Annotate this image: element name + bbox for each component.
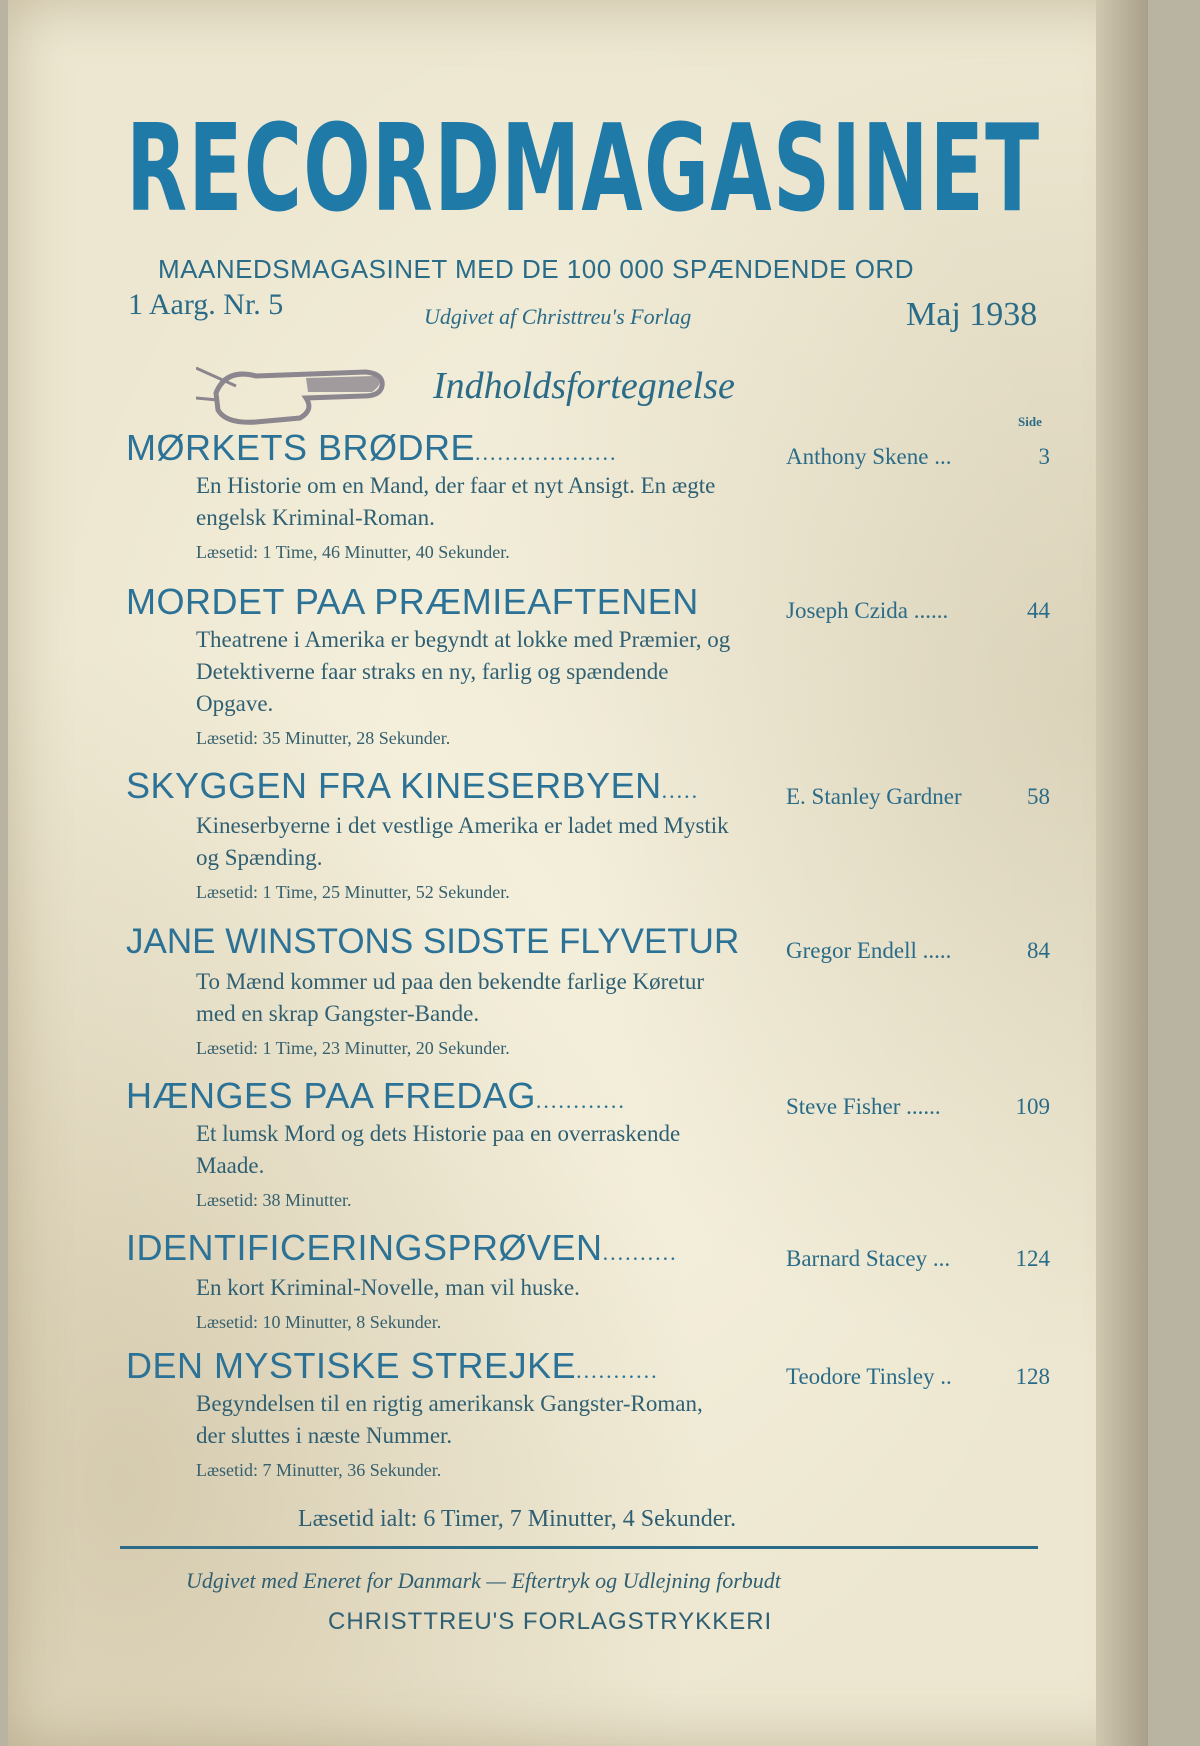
reading-time: Læsetid: 1 Time, 23 Minutter, 20 Sekunder. xyxy=(196,1038,510,1058)
total-reading-time: Læsetid ialt: 6 Timer, 7 Minutter, 4 Sekunder. xyxy=(298,1506,737,1532)
toc-heading: Indholdsfortegnelse xyxy=(433,365,735,407)
story-description: En Historie om en Mand, der faar et nyt Ansigt. En ægte engelsk Kriminal-Roman. xyxy=(196,473,716,530)
leader-dots: ................... xyxy=(475,440,618,465)
issue-date: Maj 1938 xyxy=(906,296,1038,333)
author-line: E. Stanley Gardner 58 xyxy=(786,782,1050,812)
rights-notice: Udgivet med Eneret for Danmark — Eftertryk og Udlejning forbudt xyxy=(186,1568,781,1593)
story-title: JANE WINSTONS SIDSTE FLYVETUR xyxy=(126,922,740,961)
reading-time: Læsetid: 10 Minutter, 8 Sekunder. xyxy=(196,1312,442,1332)
author-line: Anthony Skene ... 3 xyxy=(786,442,1050,472)
page-spine xyxy=(1096,0,1148,1746)
story-title: DEN MYSTISKE STREJKE........... xyxy=(126,1345,659,1386)
story-title: IDENTIFICERINGSPRØVEN.......... xyxy=(126,1227,678,1268)
story-description: Et lumsk Mord og dets Historie paa en overraskende Maade. xyxy=(196,1121,681,1178)
story-title: MORDET PAA PRÆMIEAFTENEN xyxy=(126,581,699,622)
page-number: 128 xyxy=(1015,1364,1050,1389)
footer-divider xyxy=(120,1546,1038,1549)
reading-time: Læsetid: 38 Minutter. xyxy=(196,1190,352,1210)
page-number: 124 xyxy=(1015,1246,1050,1271)
issue-number: 1 Aarg. Nr. 5 xyxy=(128,288,284,321)
leader-dots: ............ xyxy=(535,1088,626,1113)
story-description: Begyndelsen til en rigtig amerikansk Gangster-Roman, der sluttes i næste Nummer. xyxy=(196,1391,703,1448)
story-description: Theatrene i Amerika er begyndt at lokke med Præmier, og Detektiverne faar straks en ny, farlig og spændende Opgave. xyxy=(196,627,731,716)
leader-dots: ..... xyxy=(661,778,700,803)
author-line: Teodore Tinsley .. 128 xyxy=(786,1362,1050,1392)
author-line: Joseph Czida ...... 44 xyxy=(786,596,1050,626)
leader-dots: .......... xyxy=(602,1240,678,1265)
author-line: Steve Fisher ...... 109 xyxy=(786,1092,1050,1122)
reading-time: Læsetid: 35 Minutter, 28 Sekunder. xyxy=(196,728,451,748)
tagline: MAANEDSMAGASINET MED DE 100 000 SPÆNDENDE ORD xyxy=(158,254,914,284)
magazine-page xyxy=(8,0,1148,1746)
page-number: 109 xyxy=(1015,1094,1050,1119)
page-number: 44 xyxy=(1027,598,1050,623)
publisher-line: Udgivet af Christtreu's Forlag xyxy=(424,304,692,329)
reading-time: Læsetid: 1 Time, 25 Minutter, 52 Sekunder. xyxy=(196,882,510,902)
story-title: SKYGGEN FRA KINESERBYEN..... xyxy=(126,765,700,806)
page-number: 3 xyxy=(1038,444,1050,469)
leader-dots: ........... xyxy=(576,1358,659,1383)
author-line: Barnard Stacey ... 124 xyxy=(786,1244,1050,1274)
author-line: Gregor Endell ..... 84 xyxy=(786,936,1050,966)
page-column-label: Side xyxy=(1018,414,1042,429)
page-number: 84 xyxy=(1027,938,1050,963)
pointing-hand-stamp-icon xyxy=(196,338,396,438)
story-description: En kort Kriminal-Novelle, man vil huske. xyxy=(196,1275,580,1300)
story-description: Kineserbyerne i det vestlige Amerika er ladet med Mystik og Spænding. xyxy=(196,813,729,870)
masthead: RECORDMAGASINET xyxy=(126,100,1041,239)
story-title: MØRKETS BRØDRE................... xyxy=(126,427,618,468)
story-title: HÆNGES PAA FREDAG............ xyxy=(126,1075,626,1116)
page-number: 58 xyxy=(1027,784,1050,809)
printer-name: CHRISTTREU'S FORLAGSTRYKKERI xyxy=(328,1608,773,1635)
story-description: To Mænd kommer ud paa den bekendte farlige Køretur med en skrap Gangster-Bande. xyxy=(196,969,705,1026)
reading-time: Læsetid: 7 Minutter, 36 Sekunder. xyxy=(196,1460,442,1480)
reading-time: Læsetid: 1 Time, 46 Minutter, 40 Sekunder. xyxy=(196,542,510,562)
